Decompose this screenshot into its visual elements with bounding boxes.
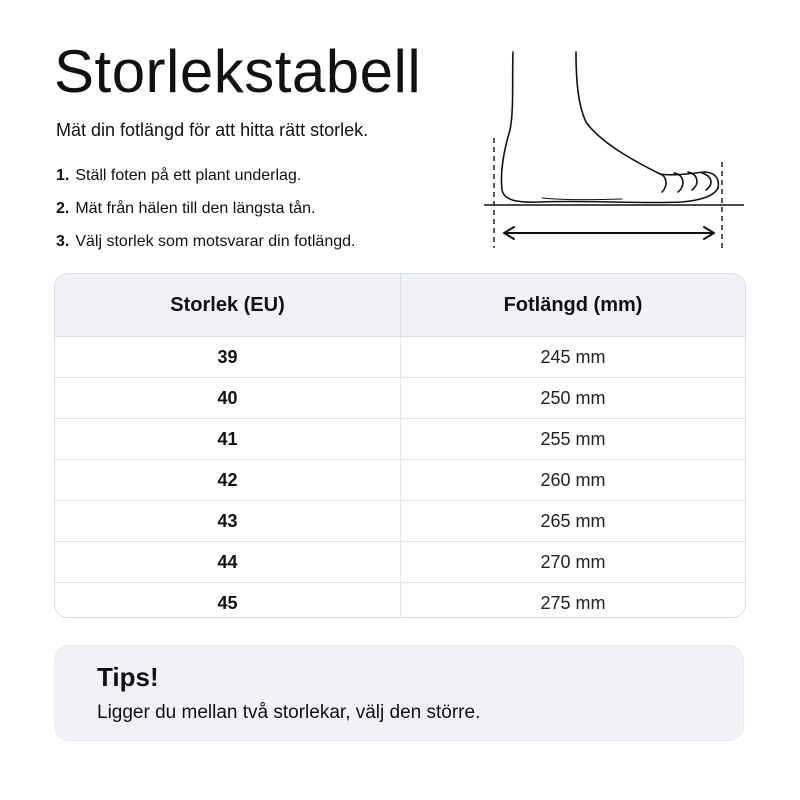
table-row	[55, 501, 745, 542]
step-number: 3.	[56, 233, 70, 250]
length-cell: 260 mm	[540, 469, 606, 490]
length-cell: 265 mm	[540, 510, 606, 531]
column-header-length: Fotlängd (mm)	[503, 293, 643, 316]
table-row	[55, 542, 745, 583]
size-table	[54, 273, 746, 618]
tips-box	[54, 645, 744, 741]
size-cell: 42	[55, 460, 401, 500]
table-header-row	[55, 274, 745, 337]
size-cell: 45	[55, 583, 401, 618]
instruction-steps	[56, 165, 355, 264]
table-row	[55, 337, 745, 378]
step-item	[56, 198, 355, 220]
foot-measurement-icon	[482, 50, 746, 250]
length-cell: 250 mm	[540, 387, 606, 408]
step-item	[56, 231, 355, 253]
length-cell: 270 mm	[540, 551, 606, 572]
tips-text: Ligger du mellan två storlekar, välj den större.	[97, 702, 481, 723]
step-text: Välj storlek som motsvarar din fotlängd.	[75, 233, 356, 250]
tips-title: Tips!	[97, 662, 159, 692]
size-cell: 41	[55, 419, 401, 459]
step-text: Ställ foten på ett plant underlag.	[75, 167, 302, 184]
step-item	[56, 165, 355, 187]
step-number: 2.	[56, 200, 70, 217]
step-text: Mät från hälen till den längsta tån.	[75, 200, 316, 217]
size-cell: 44	[55, 542, 401, 582]
table-row	[55, 583, 745, 618]
length-cell: 245 mm	[540, 346, 606, 367]
page-title: Storlekstabell	[54, 38, 422, 105]
length-cell: 275 mm	[540, 592, 606, 613]
table-row	[55, 419, 745, 460]
column-header-size: Storlek (EU)	[55, 274, 401, 336]
table-row	[55, 460, 745, 501]
size-cell: 43	[55, 501, 401, 541]
size-cell: 40	[55, 378, 401, 418]
table-row	[55, 378, 745, 419]
length-cell: 255 mm	[540, 428, 606, 449]
page-subtitle: Mät din fotlängd för att hitta rätt storlek.	[56, 120, 369, 140]
step-number: 1.	[56, 167, 70, 184]
size-cell: 39	[55, 337, 401, 377]
